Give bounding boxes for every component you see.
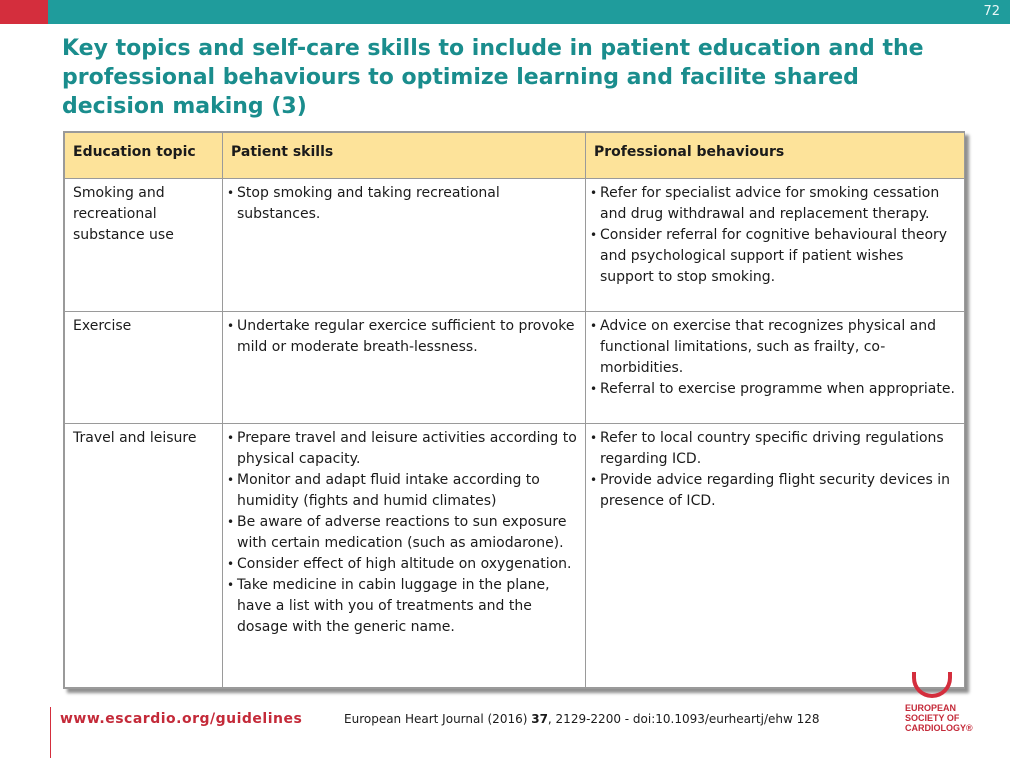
behaviours-cell bbox=[586, 312, 965, 424]
list-item: • Provide advice regarding flight security devices in presence of ICD. bbox=[590, 470, 959, 512]
brand-red-tab bbox=[0, 0, 48, 24]
list-item: • Undertake regular exercice sufficient to provoke mild or moderate breath-lessness. bbox=[227, 316, 580, 358]
topic-cell: Travel and leisure bbox=[65, 424, 223, 688]
behaviours-cell bbox=[586, 424, 965, 688]
slide-title: Key topics and self-care skills to include in patient education and the professional behaviours to optimize learning and facilite shared decision making (3) bbox=[62, 36, 924, 119]
table-row bbox=[65, 179, 965, 312]
logo-text bbox=[905, 703, 973, 733]
top-banner bbox=[0, 0, 1010, 24]
education-table bbox=[63, 131, 965, 689]
table-row bbox=[65, 424, 965, 688]
list-item: • Referral to exercise programme when appropriate. bbox=[590, 379, 959, 400]
list-item: • Consider effect of high altitude on oxygenation. bbox=[227, 554, 580, 575]
behaviours-cell bbox=[586, 179, 965, 312]
topic-cell: Smoking and recreational substance use bbox=[65, 179, 223, 312]
list-item: • Consider referral for cognitive behavioural theory and psychological support if patient wishes support to stop smoking. bbox=[590, 225, 959, 288]
logo-line-2: SOCIETY OF bbox=[905, 713, 960, 723]
list-item: • Prepare travel and leisure activities according to physical capacity. bbox=[227, 428, 580, 470]
list-item: • Stop smoking and taking recreational substances. bbox=[227, 183, 580, 225]
header-professional-behaviours: Professional behaviours bbox=[586, 133, 965, 179]
list-item: • Take medicine in cabin luggage in the plane, have a list with you of treatments and the dosage with the generic name. bbox=[227, 575, 580, 638]
esc-logo bbox=[902, 678, 992, 756]
heart-arc-icon bbox=[912, 672, 952, 698]
logo-line-3: CARDIOLOGY® bbox=[905, 723, 973, 733]
citation-prefix: European Heart Journal (2016) bbox=[344, 712, 532, 726]
skills-cell bbox=[223, 179, 586, 312]
logo-line-1: EUROPEAN bbox=[905, 703, 957, 713]
page-number: 72 bbox=[983, 4, 1000, 19]
skills-cell bbox=[223, 424, 586, 688]
citation-suffix: , 2129-2200 - doi:10.1093/eurheartj/ehw 128 bbox=[547, 712, 820, 726]
guidelines-link[interactable]: www.escardio.org/guidelines bbox=[60, 711, 303, 727]
footer-divider bbox=[50, 707, 51, 758]
header-patient-skills: Patient skills bbox=[223, 133, 586, 179]
list-item: • Refer to local country specific driving regulations regarding ICD. bbox=[590, 428, 959, 470]
list-item: • Be aware of adverse reactions to sun exposure with certain medication (such as amiodarone). bbox=[227, 512, 580, 554]
table-row bbox=[65, 312, 965, 424]
citation-volume: 37 bbox=[531, 712, 548, 726]
list-item: • Refer for specialist advice for smoking cessation and drug withdrawal and replacement therapy. bbox=[590, 183, 959, 225]
list-item: • Monitor and adapt fluid intake according to humidity (fights and humid climates) bbox=[227, 470, 580, 512]
journal-citation bbox=[344, 712, 820, 726]
table-header-row bbox=[65, 133, 965, 179]
skills-cell bbox=[223, 312, 586, 424]
list-item: • Advice on exercise that recognizes physical and functional limitations, such as frailty, co-morbidities. bbox=[590, 316, 959, 379]
topic-cell: Exercise bbox=[65, 312, 223, 424]
header-education-topic: Education topic bbox=[65, 133, 223, 179]
